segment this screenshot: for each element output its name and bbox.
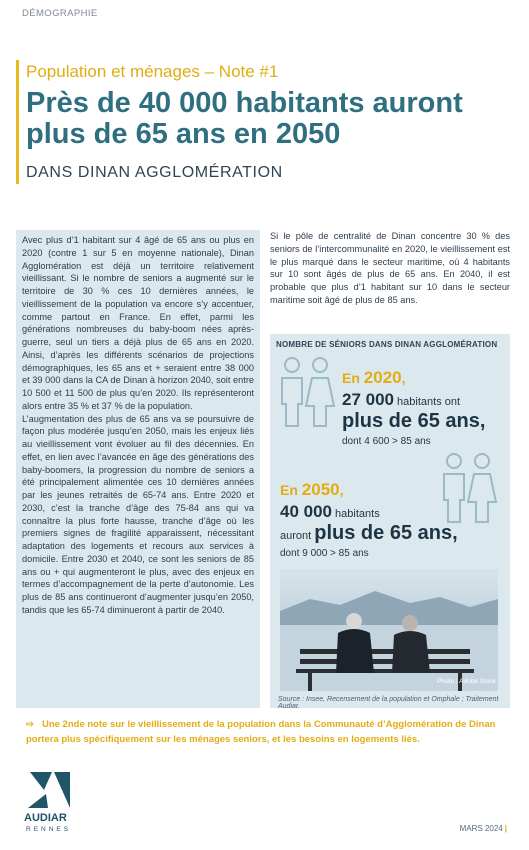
stat-2020-big: plus de 65 ans,: [342, 410, 486, 432]
seniors-bench-photo: [280, 569, 498, 691]
paragraph: Avec plus d’1 habitant sur 4 âgé de 65 ans ou plus en 2020 (contre 1 sur 5 en moyenne nationale), Dinan Agglomération est déjà un territoire relativement vieillissant. Si le nombre de seniors a augmenté sur le territoire de 30 % ces 10 dernières années, le vieillissement de la population va encore s’y accentuer, comme partout en France. En effet, parmi les générations nombreuses du baby-boom nées après-guerre, seul un tiers a déjà plus de 65 ans en 2020. Ainsi, d’après les différents scénarios de projections démographiques, les 65 ans et + seraient entre 38 000 et 39 000 dans la CA de Dinan à horizon 2040, soit entre 10 500 et 11 500 de plus qu’en 2020. Ils représenteront alors entre 35 % et 37 % de la population.: [22, 235, 254, 411]
photo-credit: Photo : Adobe Stock: [437, 678, 496, 685]
arrow-right-icon: ⇨: [26, 719, 34, 730]
stat-2050-line: 40 000 habitants: [280, 502, 380, 521]
left-text: [22, 234, 254, 617]
infobox: [270, 334, 510, 708]
page-subtitle: DANS DINAN AGGLOMÉRATION: [26, 164, 283, 181]
logo-text: AUDIAR: [24, 812, 67, 824]
stat-2050-big: auront plus de 65 ans,: [280, 522, 458, 544]
couple-icon: [436, 452, 502, 524]
next-note-text: Une 2nde note sur le vieillissement de la population dans la Communauté d’Agglomération de Dinan portera plus spécifiquement sur les ménages seniors, et les besoins en logements liés.: [26, 719, 496, 745]
source-note: Source : Insee, Recensement de la population et Omphale ; Traitement Audiar.: [278, 696, 499, 710]
right-paragraph: Si le pôle de centralité de Dinan concentre 30 % des seniors de l’intercommunalité en 2020, le vieillissement est le plus marqué dans le secteur maritime, où 4 habitants sur 10 sont âgés de plus de 65 ans. En 2040, il est probable que plus d’1 habitant sur 10 dans le secteur maritime soit âgé de plus de 85 ans.: [270, 231, 510, 305]
page-title: Près de 40 000 habitants auront plus de 65 ans en 2050: [26, 87, 463, 150]
accent-bar: [16, 60, 19, 184]
stat-2020-detail: dont 4 600 > 85 ans: [342, 436, 431, 447]
stat-2020-line: 27 000 habitants ont: [342, 390, 461, 409]
publication-date: MARS 2024 |: [459, 824, 507, 833]
couple-icon: [274, 356, 340, 428]
left-column: [16, 230, 260, 708]
stat-2050-detail: dont 9 000 > 85 ans: [280, 548, 369, 559]
logo-subtext: RENNES: [26, 826, 72, 833]
paragraph: L’augmentation des plus de 65 ans va se poursuivre de façon plus modérée jusqu’en 2050, mais les enjeux liés au vieillissement vont évoluer au fil des décennies. En effet, en lien avec l’avancée en âge des générations des baby-boomers, la progression du nombre de seniors a été principalement alimentée ces 10 dernières années par les jeunes retraités de 65-74 ans. Entre 2020 et 2030, c’est la tranche d’âge des 75-84 ans qui va connaître la plus forte hausse, tranche d’âge où les premiers signes de fragilité apparaissent, nécessitant adaptation des logements et recours aux services à domicile. Entre 2030 et 2040, ce sont les seniors de 85 ans ou + qui augmenteront le plus, avec des enjeux en termes d’accompagnement de la perte d’autonomie. Les plus de 85 ans continueront d’augmenter jusqu’en 2050, tandis que les 65-74 diminueront à partir de 2040.: [22, 413, 254, 615]
infobox-title: NOMBRE DE SÉNIORS DANS DINAN AGGLOMÉRATION: [276, 340, 498, 349]
section-label: DÉMOGRAPHIE: [22, 8, 98, 19]
kicker: Population et ménages – Note #1: [26, 62, 279, 81]
photo-illustration: [280, 569, 498, 691]
next-note: [26, 717, 516, 747]
stat-2020-year: En 2020,: [342, 368, 406, 387]
stat-2050-year: En 2050,: [280, 480, 344, 499]
